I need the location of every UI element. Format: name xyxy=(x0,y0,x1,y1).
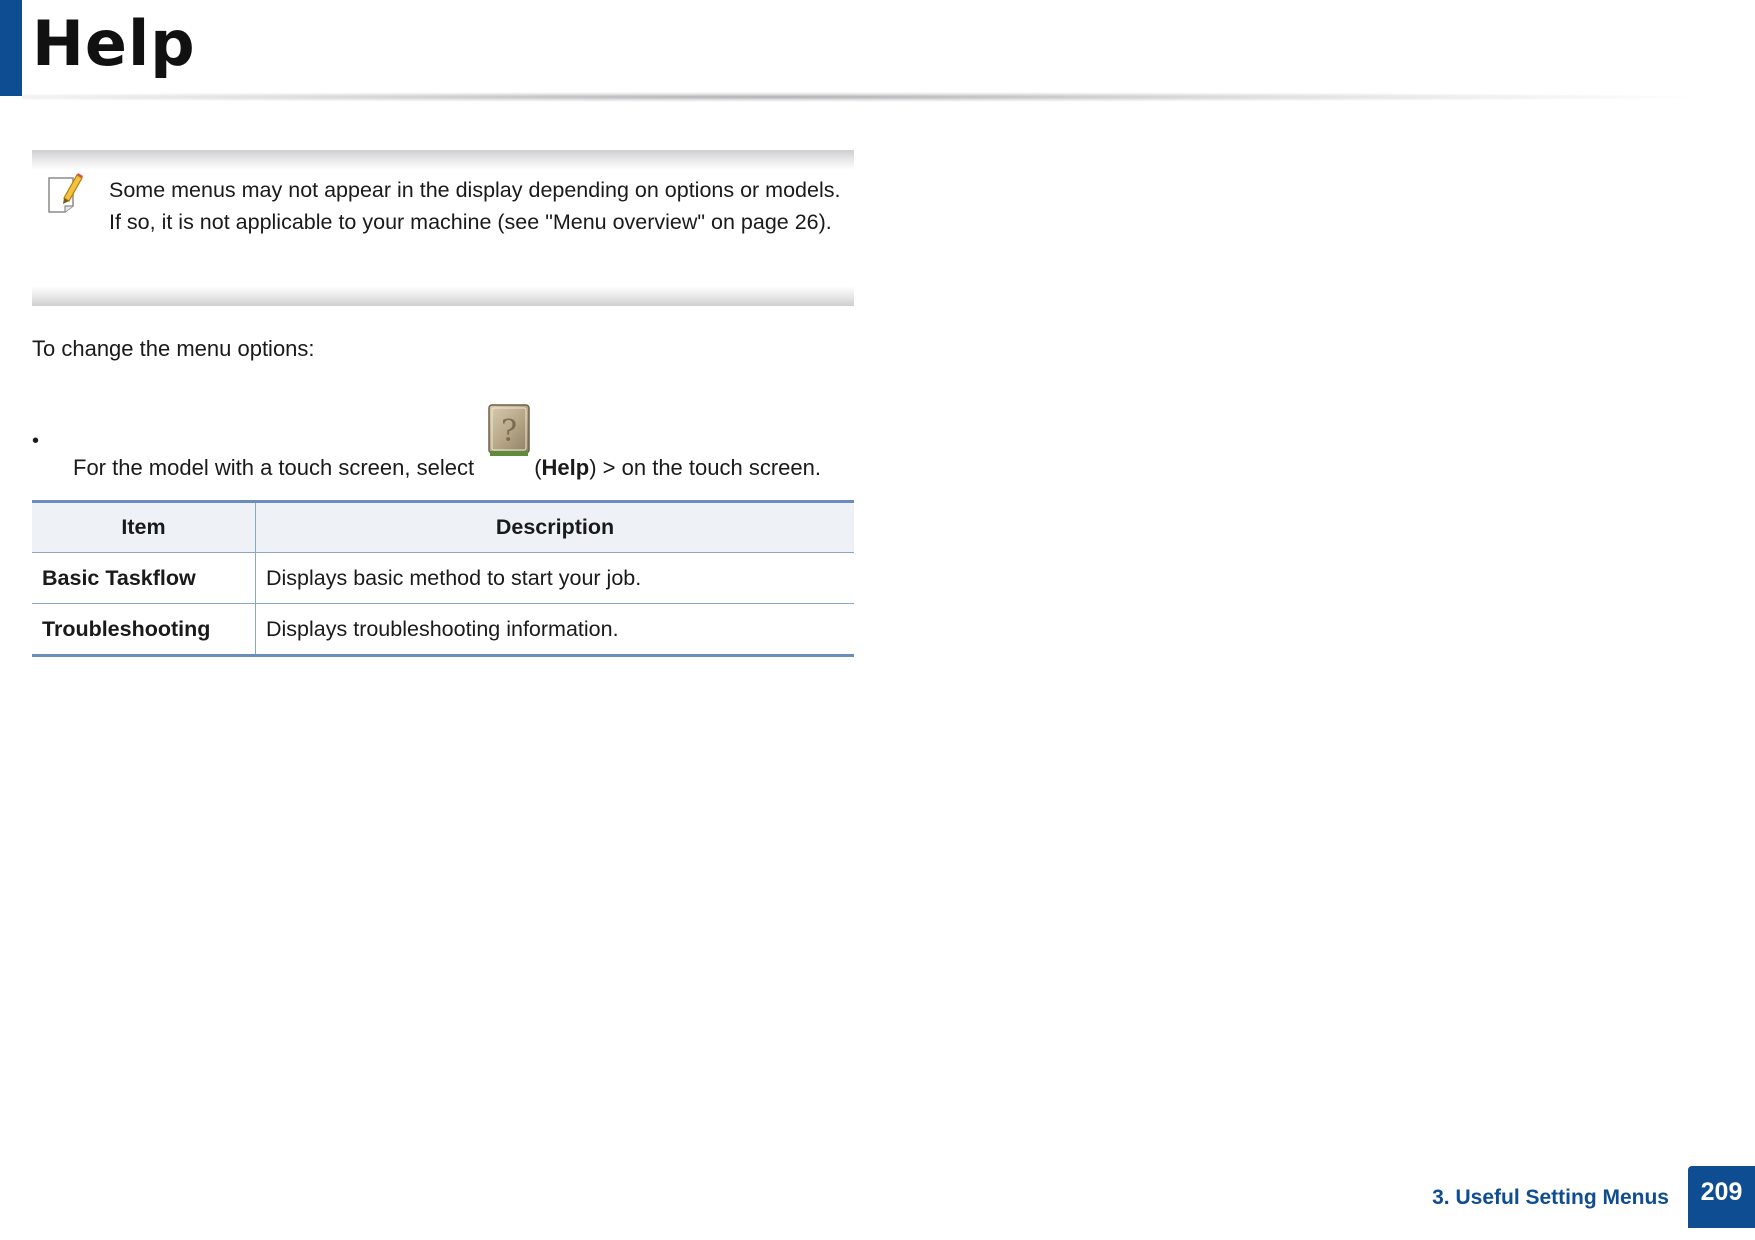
column-header-description: Description xyxy=(256,502,855,553)
help-menu-table xyxy=(32,500,854,657)
bullet-text-start: For the model with a touch screen, select xyxy=(73,455,481,480)
table-cell-item: Troubleshooting xyxy=(32,604,256,656)
table-header-row xyxy=(32,502,854,553)
table-cell-item: Basic Taskflow xyxy=(32,553,256,604)
table-cell-description: Displays basic method to start your job. xyxy=(256,553,855,604)
title-divider xyxy=(22,92,1692,102)
table-row xyxy=(32,604,854,656)
intro-text: To change the menu options: xyxy=(32,336,315,361)
footer-page-number: 209 xyxy=(1688,1166,1755,1228)
table-cell-description: Displays troubleshooting information. xyxy=(256,604,855,656)
footer-chapter-link[interactable]: 3. Useful Setting Menus xyxy=(1432,1186,1669,1209)
note-pencil-icon xyxy=(46,172,86,216)
column-header-item: Item xyxy=(32,502,256,553)
instruction-bullet xyxy=(32,396,862,480)
bullet-text xyxy=(73,414,821,484)
note-text: Some menus may not appear in the display depending on options or models. If so, it is not applicable to your machine (see "Menu overview" on page 26). xyxy=(109,178,841,234)
svg-text:?: ? xyxy=(501,414,518,449)
bullet-text-end: ) > on the touch screen. xyxy=(589,455,821,480)
table-row xyxy=(32,553,854,604)
bullet-marker: • xyxy=(32,430,40,452)
chapter-side-bar xyxy=(0,0,22,96)
help-label: Help xyxy=(541,455,590,480)
help-book-icon xyxy=(486,403,532,457)
page-title: Help xyxy=(32,7,196,80)
help-paren-open: ( xyxy=(534,455,542,480)
note-box xyxy=(32,150,854,306)
